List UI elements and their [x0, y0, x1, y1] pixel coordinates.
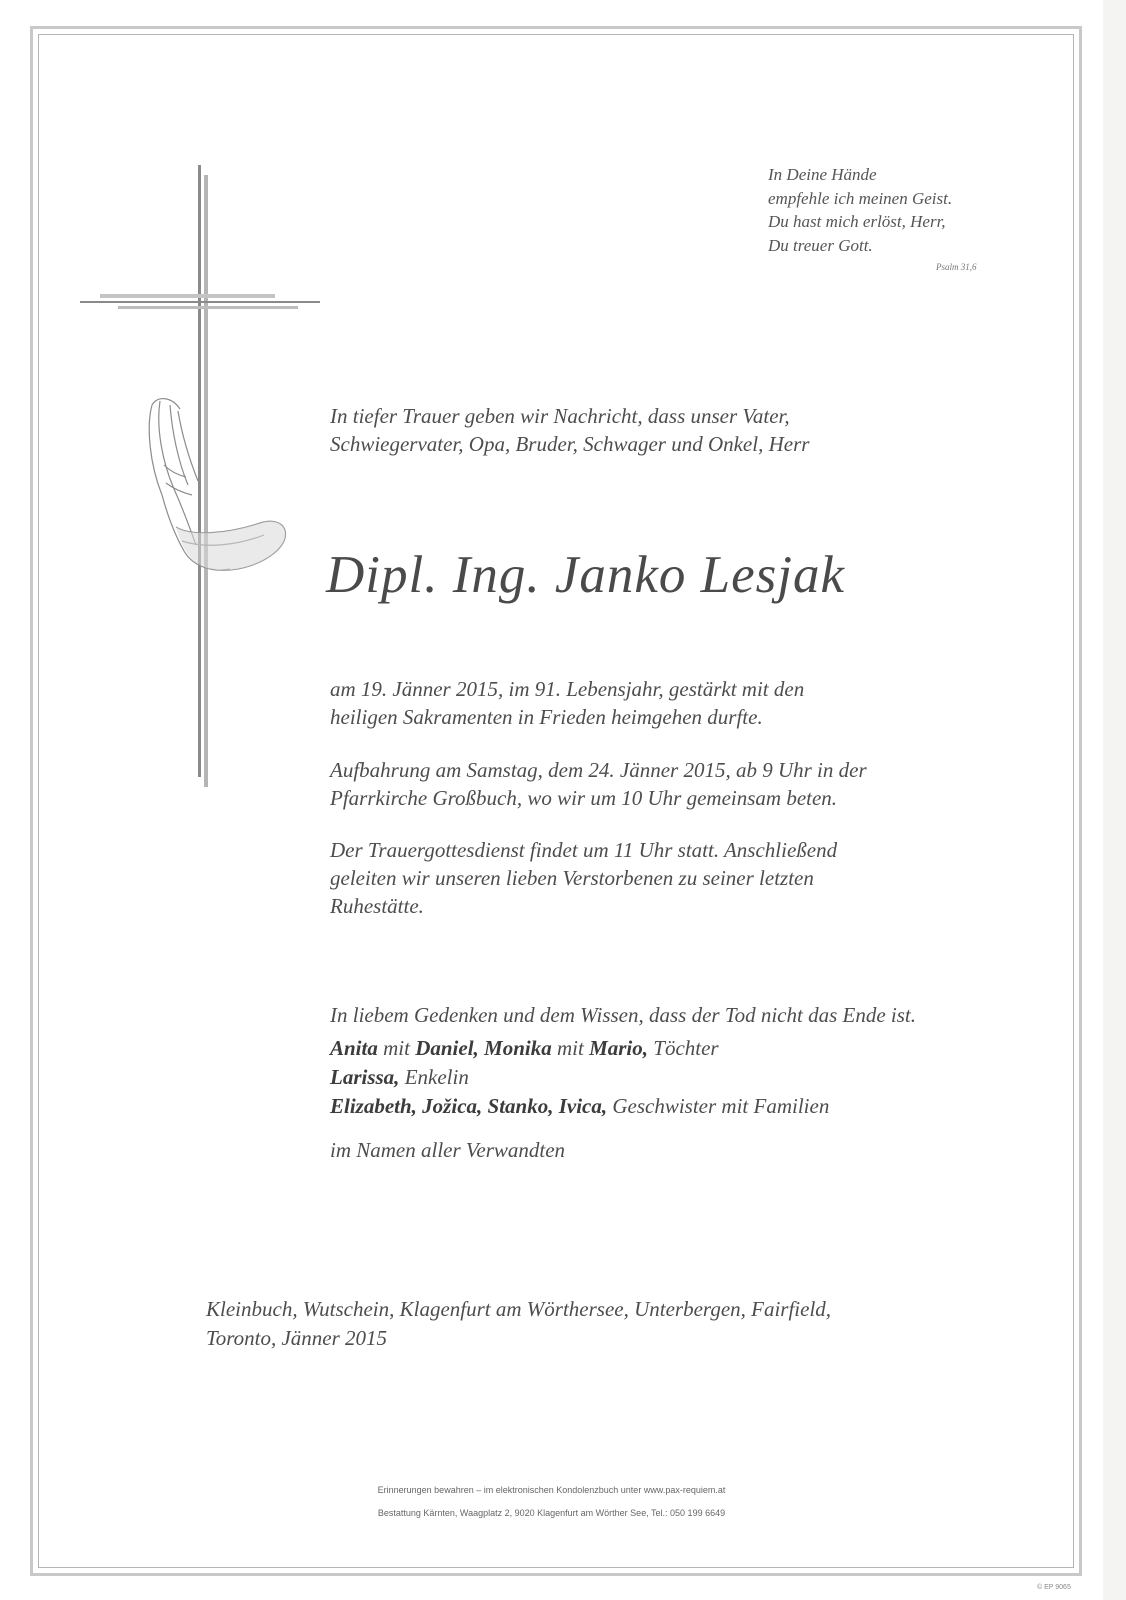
service-line: Der Trauergottesdienst findet um 11 Uhr statt. Anschließend — [330, 838, 838, 862]
intro-line: Schwiegervater, Opa, Bruder, Schwager und Onkel, Herr — [330, 432, 810, 456]
service-notice — [330, 836, 837, 920]
death-notice — [330, 675, 804, 731]
mourner-name: Larissa, — [330, 1065, 400, 1089]
psalm-line: In Deine Hände — [768, 165, 877, 184]
mourner-name: Anita — [330, 1036, 378, 1060]
place-line: Kleinbuch, Wutschein, Klagenfurt am Wörthersee, Unterbergen, Fairfield, — [206, 1297, 832, 1321]
wake-notice — [330, 756, 867, 812]
mourner-relation: Enkelin — [399, 1065, 469, 1089]
service-line: Ruhestätte. — [330, 894, 424, 918]
mourner-row — [330, 1092, 829, 1121]
intro-line: In tiefer Trauer geben wir Nachricht, dass unser Vater, — [330, 404, 790, 428]
death-line: heiligen Sakramenten in Frieden heimgehen durfte. — [330, 705, 763, 729]
footer-funeral-home-line: Bestattung Kärnten, Waagplatz 2, 9020 Klagenfurt am Wörther See, Tel.: 050 199 6649 — [377, 1508, 726, 1518]
deceased-name: Dipl. Ing. Janko Lesjak — [326, 546, 846, 604]
mourner-name: Elizabeth, Jožica, Stanko, Ivica, — [330, 1094, 608, 1118]
mourner-name: Mario, — [589, 1036, 649, 1060]
mourner-name: Daniel, Monika — [415, 1036, 552, 1060]
wake-line: Aufbahrung am Samstag, dem 24. Jänner 2015, ab 9 Uhr in der — [330, 758, 867, 782]
service-line: geleiten wir unseren lieben Verstorbenen zu seiner letzten — [330, 866, 814, 890]
death-line: am 19. Jänner 2015, im 91. Lebensjahr, gestärkt mit den — [330, 677, 805, 701]
on-behalf-text: im Namen aller Verwandten — [330, 1138, 566, 1162]
remembrance-text: In liebem Gedenken und dem Wissen, dass der Tod nicht das Ende ist. — [330, 1003, 916, 1027]
psalm-line: Du hast mich erlöst, Herr, — [768, 212, 946, 231]
mourner-row — [330, 1034, 829, 1063]
psalm-quote — [768, 163, 1008, 272]
psalm-line: Du treuer Gott. — [768, 235, 873, 255]
mourner-row — [330, 1063, 829, 1092]
wake-line: Pfarrkirche Großbuch, wo wir um 10 Uhr gemeinsam beten. — [330, 786, 838, 810]
place-and-date — [206, 1295, 831, 1353]
mourner-relation: Töchter — [648, 1036, 719, 1060]
place-line: Toronto, Jänner 2015 — [206, 1326, 388, 1350]
copyright-mark: © EP 9065 — [1037, 1584, 1071, 1591]
psalm-line: empfehle ich meinen Geist. — [768, 188, 953, 208]
mourner-relation: mit — [551, 1036, 590, 1060]
intro-text — [330, 402, 809, 458]
cross-with-praying-hands-icon — [80, 165, 325, 795]
mourners-list — [330, 1034, 829, 1121]
mourner-relation: Geschwister mit Familien — [607, 1094, 830, 1118]
footer-condolence-line: Erinnerungen bewahren – im elektronischen Kondolenzbuch unter www.pax-requiem.at — [377, 1485, 726, 1495]
psalm-reference: Psalm 31,6 — [936, 262, 977, 272]
mourner-relation: mit — [377, 1036, 416, 1060]
